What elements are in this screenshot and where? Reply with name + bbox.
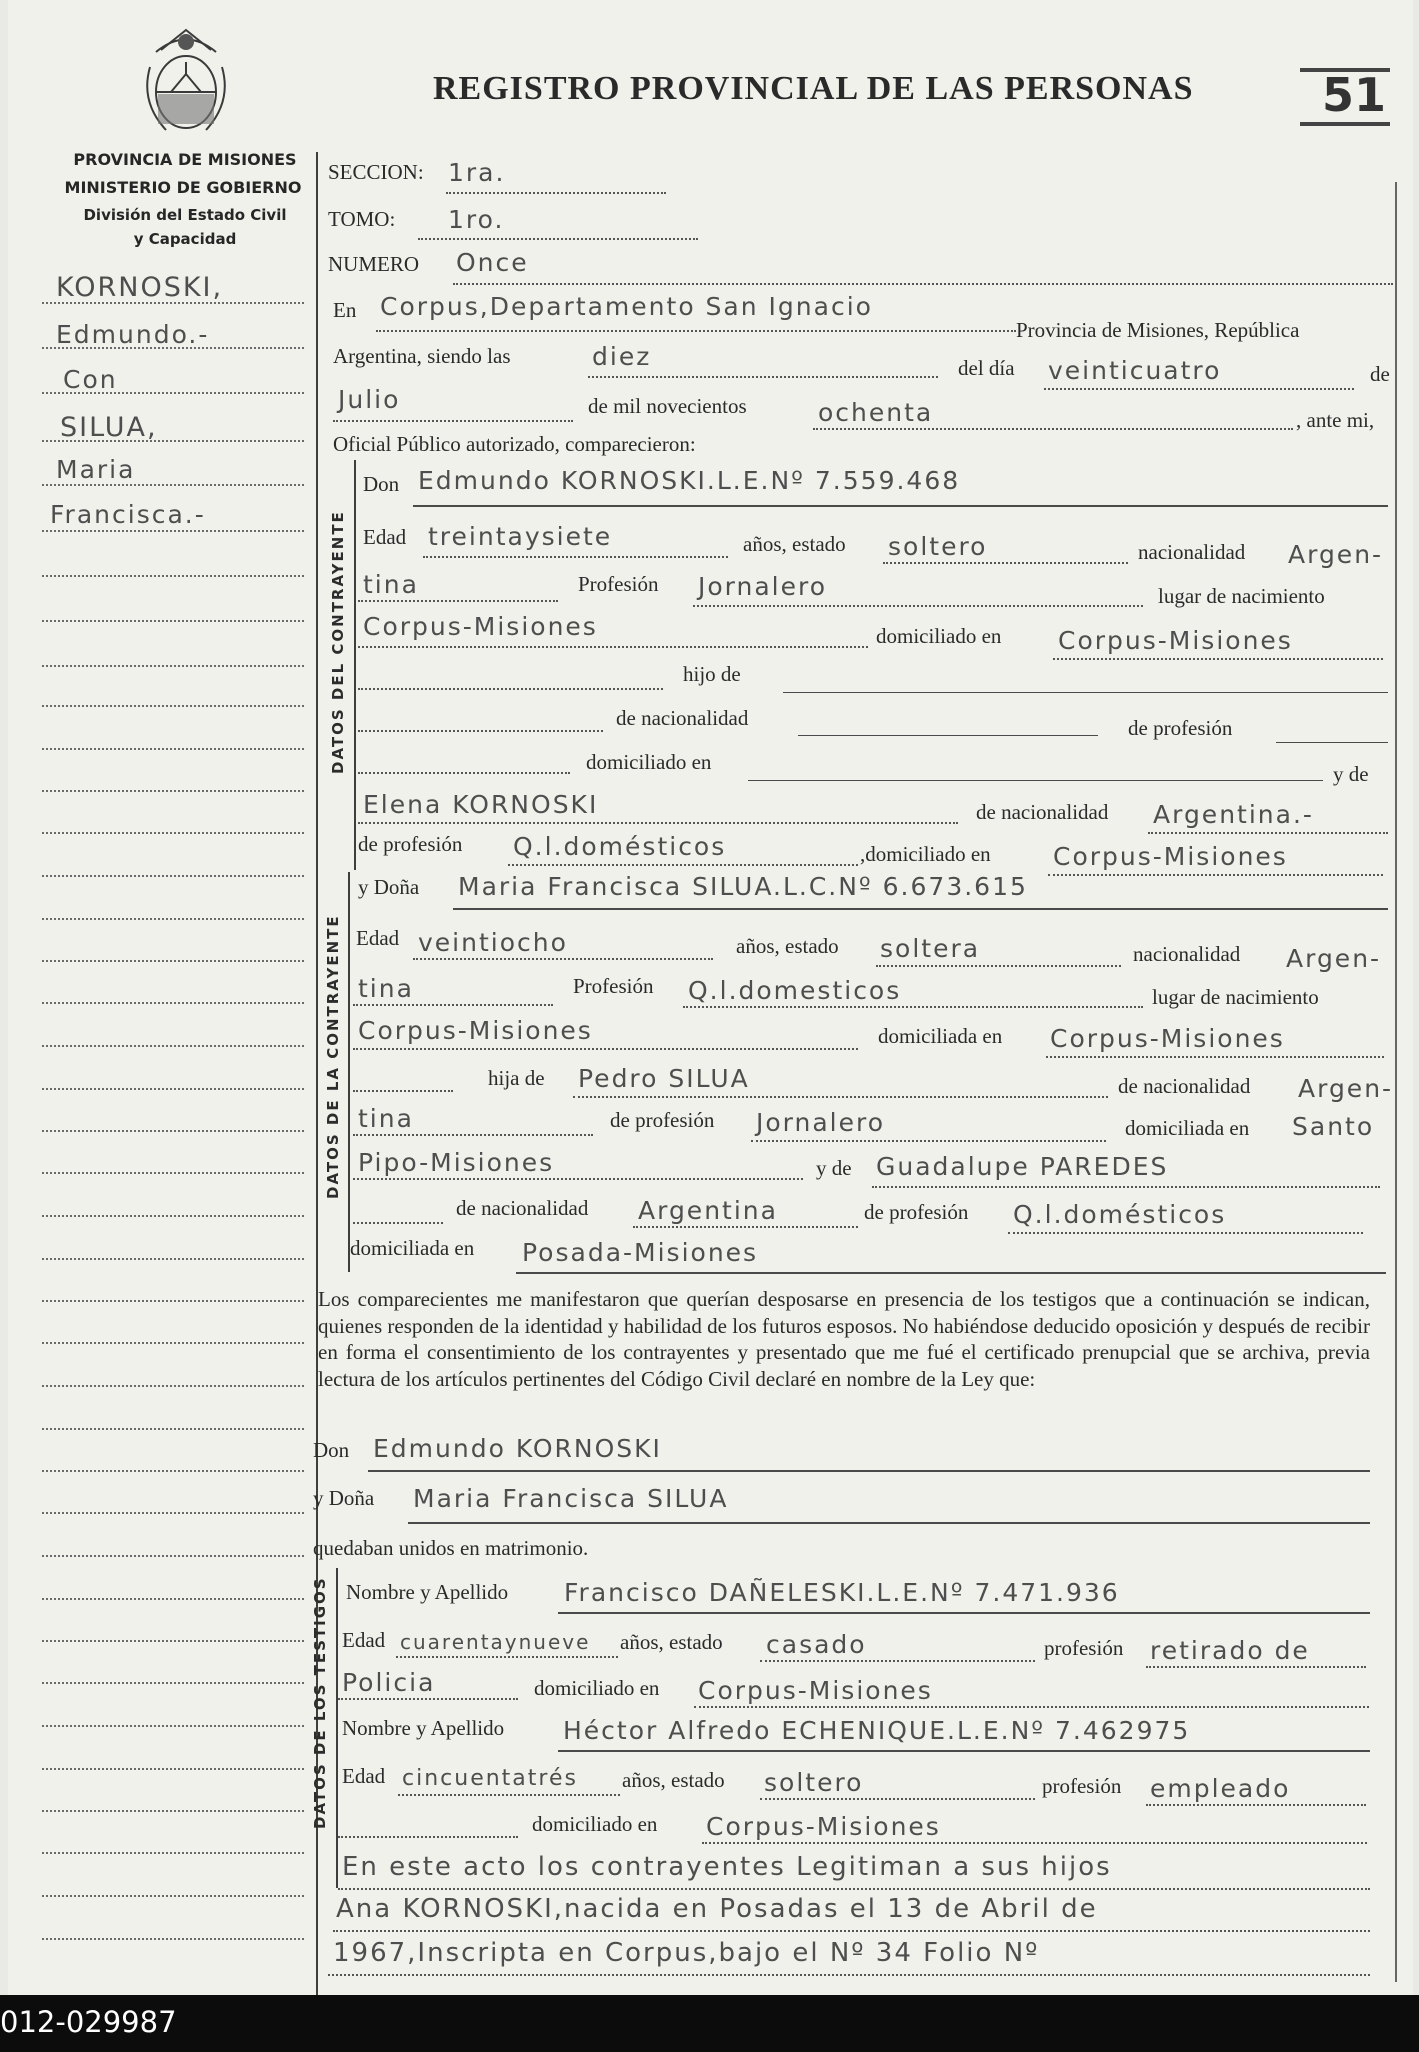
dia-line xyxy=(1044,388,1354,390)
t2-estado: soltero xyxy=(764,1768,864,1797)
right-border xyxy=(1395,182,1397,1982)
org-line-1: PROVINCIA DE MISIONES xyxy=(73,150,297,169)
c2-y-de-label: y de xyxy=(816,1156,852,1180)
c2-madre-domicilio: Posada-Misiones xyxy=(522,1238,759,1267)
numero-label: NUMERO xyxy=(328,252,420,276)
c2-domicilio: Corpus-Misiones xyxy=(1050,1024,1285,1053)
margin-name-6: Francisca.- xyxy=(50,500,206,529)
c1-estado: soltero xyxy=(888,532,988,561)
c1-nombre-line xyxy=(413,505,1388,507)
c2-madre-nacionalidad: Argentina xyxy=(638,1196,778,1225)
c2-madre-line xyxy=(872,1186,1380,1188)
c2-lugar-nac-label: lugar de nacimiento xyxy=(1152,985,1319,1009)
document-title: REGISTRO PROVINCIAL DE LAS PERSONAS xyxy=(433,70,1194,107)
c1-padre-dom-line-a xyxy=(358,772,570,774)
c1-edad-label: Edad xyxy=(363,525,407,549)
margin-name-3: Con xyxy=(63,365,118,394)
testigos-section-label: DATOS DE LOS TESTIGOS xyxy=(311,1576,329,1829)
t1-edad-label: Edad xyxy=(342,1628,386,1652)
t1-profesion-label: profesión xyxy=(1044,1636,1124,1660)
t2-nombre: Héctor Alfredo ECHENIQUE.L.E.Nº 7.462975 xyxy=(563,1716,1191,1745)
c2-padre-profesion: Jornalero xyxy=(756,1108,886,1137)
c2-nac-part2: tina xyxy=(358,974,414,1003)
c1-madre-line xyxy=(358,822,958,824)
t2-nombre-line xyxy=(558,1750,1370,1752)
c1-profesion-label: Profesión xyxy=(578,572,659,596)
c2-nac-line xyxy=(353,1004,553,1006)
mes-value: Julio xyxy=(338,385,401,414)
c1-lugar-nac-label: lugar de nacimiento xyxy=(1158,584,1325,608)
c1-madre-dom-label: ,domiciliado en xyxy=(860,842,991,866)
certificate-page xyxy=(8,0,1413,1995)
c2-madre-dom-label: domiciliada en xyxy=(350,1236,475,1260)
c1-de-profesion-label: de profesión xyxy=(1128,716,1233,740)
t1-profesion-part1: retirado de xyxy=(1150,1636,1310,1665)
t2-domicilio: Corpus-Misiones xyxy=(706,1812,941,1841)
t2-estado-line xyxy=(760,1798,1035,1800)
footer-bar xyxy=(0,1995,1419,2052)
ante-mi-text: , ante mi, xyxy=(1296,408,1375,432)
declaration-text: Los comparecientes me manifestaron que querían desposarse en presencia de los testigos que a continuación se indican, quienes responden de la identidad y habilidad de los futuros esposos. No habiéndose deducido oposición y después de recibir en forma el consentimiento de los contrayentes y presentado que me fué el certificado prenupcial que se archiva, previa lectura de los artículos pertinentes del Código Civil declaré en nombre de la Ley que: xyxy=(318,1287,1370,1391)
t1-nombre: Francisco DAÑELESKI.L.E.Nº 7.471.936 xyxy=(564,1578,1120,1607)
c1-madre-profesion: Q.l.domésticos xyxy=(513,832,727,861)
c2-nac-part1: Argen- xyxy=(1286,944,1382,973)
c2-hija-de-label: hija de xyxy=(488,1066,545,1090)
c2-edad: veintiocho xyxy=(418,928,568,957)
c2-padre-prof-line xyxy=(751,1140,1106,1142)
testigos-bracket xyxy=(336,1568,338,1888)
c1-de-nacionalidad-label: de nacionalidad xyxy=(616,706,749,730)
note-line-1: En este acto los contrayentes Legitiman a sus hijos xyxy=(342,1852,1112,1882)
org-line-3: División del Estado Civil xyxy=(83,206,287,224)
c2-profesion: Q.l.domesticos xyxy=(688,976,902,1005)
t2-edad: cincuentatrés xyxy=(402,1766,578,1791)
t2-edad-line xyxy=(398,1794,620,1796)
c2-estado-line xyxy=(876,965,1121,967)
c1-nombre: Edmundo KORNOSKI.L.E.Nº 7.559.468 xyxy=(418,466,961,495)
oficial-text: Oficial Público autorizado, comparecieron: xyxy=(333,432,696,456)
del-dia-label: del día xyxy=(958,356,1015,380)
lugar-line xyxy=(376,330,1016,332)
c2-madre-prof-line xyxy=(1008,1232,1363,1234)
c2-nombre: Maria Francisca SILUA.L.C.Nº 6.673.615 xyxy=(458,872,1028,901)
c1-anios-estado: años, estado xyxy=(743,532,846,556)
c1-nac-line xyxy=(358,600,558,602)
c1-lugar-nac-line xyxy=(358,646,868,648)
hora-value: diez xyxy=(592,342,652,371)
c1-madre-dom-line xyxy=(1048,874,1383,876)
t2-profesion: empleado xyxy=(1150,1774,1291,1803)
argentina-text: Argentina, siendo las xyxy=(333,344,511,368)
seccion-line xyxy=(446,192,666,194)
coat-of-arms-icon xyxy=(136,22,236,140)
t1-anios-estado: años, estado xyxy=(620,1630,723,1654)
t2-nombre-label: Nombre y Apellido xyxy=(342,1716,505,1740)
c2-padre-prof-label: de profesión xyxy=(610,1108,715,1132)
c1-don-label: Don xyxy=(363,472,400,496)
decl-dona-line xyxy=(408,1522,1370,1524)
t1-domicilio: Corpus-Misiones xyxy=(698,1676,933,1705)
c2-domicilio-line xyxy=(1046,1056,1384,1058)
note-line-1-rule xyxy=(338,1888,1370,1890)
c1-nacionalidad-label: nacionalidad xyxy=(1138,540,1246,564)
en-label: En xyxy=(333,298,357,322)
provincia-text: Provincia de Misiones, República xyxy=(1016,318,1300,342)
t1-domicilio-line xyxy=(694,1706,1369,1708)
c1-y-de-label: y de xyxy=(1333,762,1369,786)
de-label: de xyxy=(1370,362,1390,386)
lugar-value: Corpus,Departamento San Ignacio xyxy=(380,292,873,321)
contrayente2-section-label: DATOS DE LA CONTRAYENTE xyxy=(324,914,342,1199)
c2-profesion-label: Profesión xyxy=(573,974,654,998)
c2-madre-prof-label: de profesión xyxy=(864,1200,969,1224)
c2-dona-label: y Doña xyxy=(358,875,420,899)
c1-padre-nac-line-b xyxy=(798,735,1098,736)
margin-name-5: Maria xyxy=(56,455,136,484)
c1-estado-line xyxy=(883,562,1128,564)
c1-padre-nac-line-a xyxy=(358,730,603,732)
c1-hijo-de-label: hijo de xyxy=(683,662,741,686)
c2-padre-dom-part1: Santo xyxy=(1292,1112,1375,1141)
note-line-2: Ana KORNOSKI,nacida en Posadas el 13 de Abril de xyxy=(336,1894,1098,1924)
c1-profesion: Jornalero xyxy=(698,572,828,601)
contrayente1-section-label: DATOS DEL CONTRAYENTE xyxy=(329,510,347,774)
t2-profesion-line xyxy=(1146,1804,1366,1806)
tomo-value: 1ro. xyxy=(448,205,505,234)
c1-padre-dom-line-b xyxy=(748,780,1323,781)
org-line-4: y Capacidad xyxy=(133,230,237,248)
t1-edad-line xyxy=(396,1656,618,1658)
c1-hijo-line-a xyxy=(358,688,663,690)
c2-hija-line-a xyxy=(353,1090,453,1092)
t1-prof2-line xyxy=(338,1698,518,1700)
c2-padre-dom-part2: Pipo-Misiones xyxy=(358,1148,555,1177)
c1-nac-part2: tina xyxy=(363,570,419,599)
c1-edad-line xyxy=(423,556,728,558)
c2-padre-dom-line xyxy=(353,1178,803,1180)
t1-estado: casado xyxy=(766,1630,867,1659)
c2-nombre-line xyxy=(453,908,1388,910)
c2-edad-line xyxy=(413,958,713,960)
anio-value: ochenta xyxy=(818,398,934,427)
c2-padre-nac-line xyxy=(353,1134,593,1136)
t1-edad: cuarentaynueve xyxy=(400,1630,591,1654)
c2-edad-label: Edad xyxy=(356,926,400,950)
t2-domicilio-line xyxy=(702,1842,1367,1844)
c1-madre-nac-label: de nacionalidad xyxy=(976,800,1109,824)
c1-hijo-line-b xyxy=(783,692,1388,693)
c2-estado: soltera xyxy=(880,934,981,963)
note-line-2-rule xyxy=(333,1930,1370,1932)
t2-anios-estado: años, estado xyxy=(622,1768,725,1792)
decl-don-label: Don xyxy=(313,1438,350,1462)
decl-don-line xyxy=(368,1470,1370,1472)
c1-madre: Elena KORNOSKI xyxy=(363,790,599,819)
decl-closing: quedaban unidos en matrimonio. xyxy=(313,1536,589,1560)
org-line-2: MINISTERIO DE GOBIERNO xyxy=(64,178,302,197)
dia-value: veinticuatro xyxy=(1048,356,1222,385)
contrayente1-bracket xyxy=(354,460,356,870)
document-id: 012-029987 xyxy=(0,2005,177,2039)
c1-domiciliado-label-2: domiciliado en xyxy=(586,750,712,774)
c1-madre-nacionalidad: Argentina.- xyxy=(1153,800,1314,829)
c2-padre-nac-label: de nacionalidad xyxy=(1118,1074,1251,1098)
c2-padre-dom-label: domiciliada en xyxy=(1125,1116,1250,1140)
t2-edad-label: Edad xyxy=(342,1764,386,1788)
stamp-number: 51 xyxy=(1300,68,1390,126)
decl-dona: Maria Francisca SILUA xyxy=(413,1484,729,1513)
decl-dona-label: y Doña xyxy=(313,1486,375,1510)
note-line-3-rule xyxy=(328,1974,1370,1976)
c1-madre-prof-label: de profesión xyxy=(358,832,463,856)
hora-line xyxy=(588,376,938,378)
contrayente2-bracket xyxy=(348,872,350,1272)
t1-profesion-part2: Policia xyxy=(342,1668,436,1697)
seccion-value: 1ra. xyxy=(448,158,506,187)
c2-domiciliada-label: domiciliada en xyxy=(878,1024,1003,1048)
c1-domicilio: Corpus-Misiones xyxy=(1058,626,1293,655)
t1-nombre-line xyxy=(558,1612,1370,1614)
c1-domiciliado-label: domiciliado en xyxy=(876,624,1002,648)
t2-dom-line-a xyxy=(338,1836,518,1838)
numero-value: Once xyxy=(456,248,529,277)
tomo-label: TOMO: xyxy=(328,207,396,231)
c2-madre-nac-line xyxy=(633,1226,858,1228)
c1-madre-prof-line xyxy=(508,864,858,866)
t2-domiciliado-label: domiciliado en xyxy=(532,1812,658,1836)
margin-name-2: Edmundo.- xyxy=(56,320,210,349)
mes-line xyxy=(333,420,573,422)
c1-lugar-nac: Corpus-Misiones xyxy=(363,612,598,641)
c1-nac-part1: Argen- xyxy=(1288,540,1384,569)
anio-line xyxy=(813,428,1293,430)
c1-padre-prof-line xyxy=(1276,742,1388,743)
t1-nombre-label: Nombre y Apellido xyxy=(346,1580,509,1604)
de-mil-label: de mil novecientos xyxy=(588,394,747,418)
numero-line xyxy=(453,283,1393,285)
t1-domiciliado-label: domiciliado en xyxy=(534,1676,660,1700)
c2-padre: Pedro SILUA xyxy=(578,1064,750,1093)
c2-padre-nac-part2: tina xyxy=(358,1104,414,1133)
c1-madre-domicilio: Corpus-Misiones xyxy=(1053,842,1288,871)
c2-padre-line xyxy=(573,1096,1108,1098)
c2-madre-profesion: Q.l.domésticos xyxy=(1013,1200,1227,1229)
c2-anios-estado: años, estado xyxy=(736,934,839,958)
c2-nacionalidad-label: nacionalidad xyxy=(1133,942,1241,966)
margin-name-1: KORNOSKI, xyxy=(56,272,224,303)
t1-estado-line xyxy=(760,1660,1035,1662)
c2-madre-dom-line xyxy=(516,1272,1386,1274)
c1-madre-nac-line xyxy=(1148,832,1388,834)
note-line-3: 1967,Inscripta en Corpus,bajo el Nº 34 Folio Nº xyxy=(333,1938,1040,1968)
c2-padre-nac-part1: Argen- xyxy=(1298,1074,1394,1103)
c2-madre-nac-line-a xyxy=(353,1222,443,1224)
tomo-line xyxy=(418,238,698,240)
c2-madre: Guadalupe PAREDES xyxy=(876,1152,1169,1181)
c1-edad: treintaysiete xyxy=(428,522,613,551)
margin-name-4: SILUA, xyxy=(60,412,158,443)
c1-profesion-line xyxy=(693,605,1143,607)
t1-profesion-line xyxy=(1146,1666,1366,1668)
c2-lugar-nac: Corpus-Misiones xyxy=(358,1016,593,1045)
t2-profesion-label: profesión xyxy=(1042,1774,1122,1798)
decl-don: Edmundo KORNOSKI xyxy=(373,1434,662,1463)
seccion-label: SECCION: xyxy=(328,160,424,184)
c2-profesion-line xyxy=(683,1006,1143,1008)
c2-lugar-nac-line xyxy=(353,1048,858,1050)
c1-domicilio-line xyxy=(1053,658,1383,660)
c2-madre-nac-label: de nacionalidad xyxy=(456,1196,589,1220)
